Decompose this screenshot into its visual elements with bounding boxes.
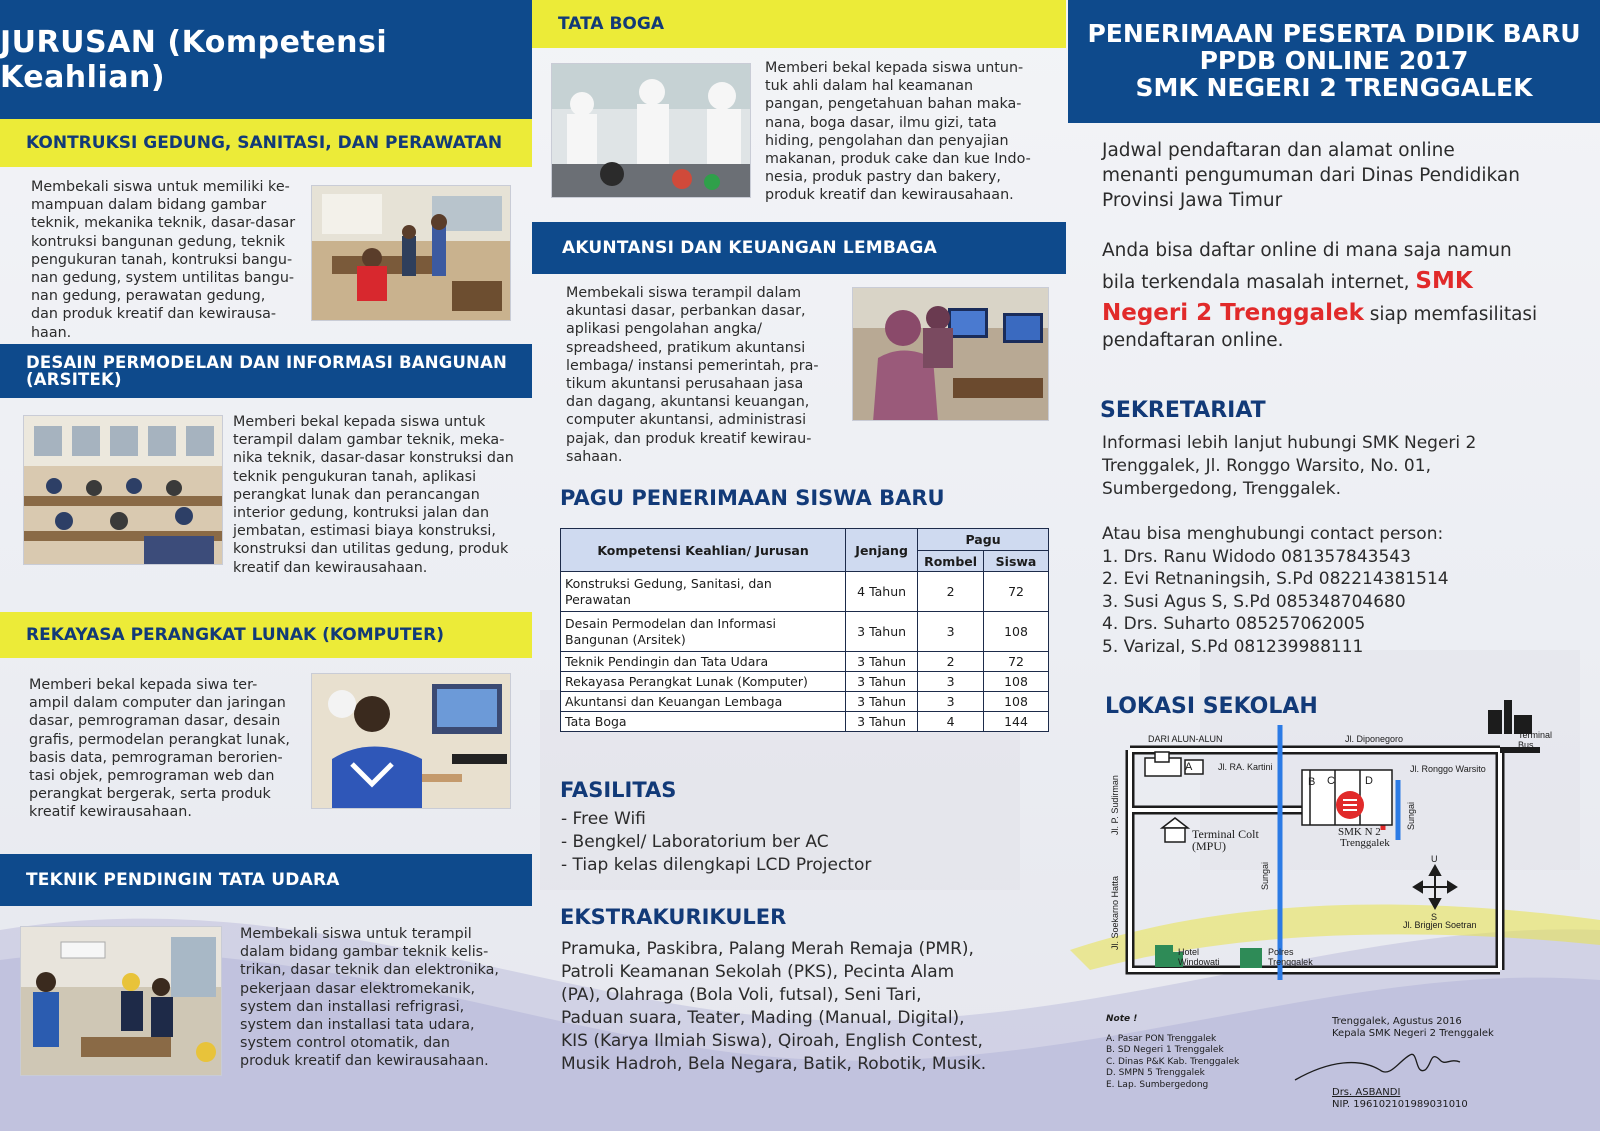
ekstra-line: KIS (Karya Ilmiah Siswa), Qiroah, English Contest, <box>561 1031 983 1051</box>
section-heading-kontruksi-text: KONTRUKSI GEDUNG, SANITASI, DAN PERAWATAN <box>26 133 503 153</box>
body-line: kontruksi bangunan gedung, teknik <box>31 233 286 250</box>
table-row <box>561 712 1049 732</box>
col-header-pagu: Pagu <box>918 529 1049 551</box>
jadwal-line: Provinsi Jawa Timur <box>1102 190 1283 211</box>
body-line: teknik pengukuran tanah, aplikasi <box>233 468 477 485</box>
body-line: haan. <box>31 324 72 341</box>
cell-rombel: 2 <box>918 572 984 612</box>
map-label: DARI ALUN-ALUN <box>1148 734 1223 744</box>
col-header-siswa: Siswa <box>984 551 1049 572</box>
map-label: A <box>1185 761 1193 773</box>
body-line: lembaga/ instansi pemerintah, pra- <box>566 357 819 374</box>
body-line: dan dagang, akuntansi keuangan, <box>566 394 810 411</box>
map-label: SMK N 2 <box>1338 826 1381 838</box>
table-row <box>561 572 1049 612</box>
body-line: pekerjaan dasar elektromekanik, <box>240 980 476 997</box>
anda-text-normal: siap memfasilitasi <box>1363 304 1538 325</box>
cell-rombel: 3 <box>918 672 984 692</box>
contact-item: 3. Susi Agus S, S.Pd 085348704680 <box>1102 591 1406 612</box>
body-line: Memberi bekal kepada siswa untun- <box>765 60 1024 76</box>
anda-line <box>1102 266 1537 298</box>
cell-rombel: 4 <box>918 712 984 732</box>
body-line: makanan, produk cake dan kue Indo- <box>765 151 1031 168</box>
body-line: nana, boga dasar, ilmu gizi, tata <box>765 114 997 131</box>
photo-kontruksi <box>311 185 511 321</box>
note-item: E. Lap. Sumbergedong <box>1106 1079 1209 1090</box>
lokasi-title: LOKASI SEKOLAH <box>1105 694 1318 719</box>
section-heading-rpl <box>0 612 532 658</box>
ekstra-line: (PA), Olahraga (Bola Voli, futsal), Seni Tari, <box>561 985 922 1005</box>
cell-siswa: 144 <box>984 712 1049 732</box>
left-title-bar <box>0 0 532 119</box>
table-row <box>561 672 1049 692</box>
anda-line: pendaftaran online. <box>1102 330 1284 351</box>
section-heading-akuntansi <box>532 222 1066 274</box>
ekstra-body <box>561 938 986 1076</box>
body-line: tuk ahli dalam hal keamanan <box>765 78 974 95</box>
ekstra-title: EKSTRAKURIKULER <box>560 905 787 929</box>
body-line: dasar, pemrograman dasar, desain <box>29 713 281 730</box>
body-line: Memberi bekal kepada siwa ter- <box>29 677 258 693</box>
map-label: Jl. Soekarno Hatta <box>1110 875 1120 950</box>
map-label: Jl. Ronggo Warsito <box>1410 764 1486 774</box>
contact-item: 4. Drs. Suharto 085257062005 <box>1102 614 1366 634</box>
cell-rombel: 3 <box>918 692 984 712</box>
note-item: C. Dinas P&K Kab. Trenggalek <box>1106 1056 1240 1067</box>
header-line: PPDB ONLINE 2017 <box>1199 46 1469 75</box>
map-label: Sungai <box>1260 861 1270 890</box>
anda-line: Anda bisa daftar online di mana saja namun <box>1102 240 1512 261</box>
body-line: system dan installasi refrigrasi, <box>240 998 465 1015</box>
map-label: Polres <box>1268 947 1294 957</box>
cell-siswa: 108 <box>984 692 1049 712</box>
terminal-colt-icon <box>1162 818 1188 842</box>
signature-name-block <box>1332 1087 1468 1111</box>
contact-item: 1. Drs. Ranu Widodo 081357843543 <box>1102 546 1411 567</box>
header-line: PENERIMAAN PESERTA DIDIK BARU <box>1087 19 1581 48</box>
ekstra-line: Patroli Keamanan Sekolah (PKS), Pecinta Alam <box>561 962 955 982</box>
col-header-jenjang: Jenjang <box>846 529 918 572</box>
cell-kompetensi: Konstruksi Gedung, Sanitasi, dan Perawatan <box>561 572 846 612</box>
body-line: aplikasi pengolahan angka/ <box>566 321 762 338</box>
body-line: kreatif dan kewirausahaan. <box>233 559 428 576</box>
photo-pendingin <box>20 926 222 1076</box>
photo-rpl <box>311 673 511 809</box>
cell-jenjang: 4 Tahun <box>846 572 918 612</box>
sekretariat-title: SEKRETARIAT <box>1100 398 1266 423</box>
sign-nip: NIP. 196102101989031010 <box>1332 1099 1468 1110</box>
map-label: Trenggalek <box>1268 957 1313 967</box>
map-label: Terminal <box>1518 730 1553 740</box>
cell-kompetensi: Teknik Pendingin dan Tata Udara <box>561 652 846 672</box>
section-heading-arsitek-text: DESAIN PERMODELAN DAN INFORMASI BANGUNAN (ARSITEK) <box>26 353 508 389</box>
map-label: (MPU) <box>1192 839 1227 853</box>
school-map <box>1100 680 1600 1010</box>
body-line: sahaan. <box>566 448 623 465</box>
section-heading-pendingin-text: TEKNIK PENDINGIN TATA UDARA <box>26 870 340 890</box>
body-line: nika teknik, dasar-dasar konstruksi dan <box>233 450 514 467</box>
section-heading-arsitek <box>0 344 532 398</box>
note-block <box>1106 1014 1239 1091</box>
map-label: Hotel <box>1178 947 1200 957</box>
map-label: Jl. P. Sudirman <box>1110 775 1120 835</box>
cell-kompetensi: Akuntansi dan Keuangan Lembaga <box>561 692 846 712</box>
smk-highlight: SMK <box>1415 268 1473 294</box>
body-line: jembatan, estimasi biaya konstruksi, <box>233 523 496 540</box>
section-body-tata-boga <box>765 59 1055 205</box>
section-body-akuntansi <box>566 284 856 466</box>
body-line: ampil dalam computer dan jaringan <box>29 695 286 712</box>
cell-jenjang: 3 Tahun <box>846 672 918 692</box>
cell-jenjang: 3 Tahun <box>846 692 918 712</box>
body-line: spreadsheed, pratikum akuntansi <box>566 339 806 356</box>
body-line: nan gedung, perawatan gedung, <box>31 288 266 305</box>
jadwal-line: Jadwal pendaftaran dan alamat online <box>1102 140 1455 161</box>
jadwal-text <box>1102 138 1520 213</box>
pagu-table <box>560 528 1049 732</box>
cell-siswa: 108 <box>984 672 1049 692</box>
photo-tata-boga <box>551 63 751 198</box>
left-title: JURUSAN (Kompetensi Keahlian) <box>0 24 388 95</box>
sign-role: Kepala SMK Negeri 2 Trenggalek <box>1332 1028 1494 1039</box>
map-label: Windowati <box>1178 957 1220 967</box>
body-line: produk kreatif dan kewirausahaan. <box>765 187 1014 204</box>
photo-arsitek <box>23 415 223 565</box>
ekstra-line: Musik Hadroh, Bela Negara, Batik, Robotik, Musik. <box>561 1054 987 1074</box>
pagu-title: PAGU PENERIMAAN SISWA BARU <box>560 486 945 510</box>
fasilitas-item: - Tiap kelas dilengkapi LCD Projector <box>561 855 872 875</box>
polres-icon <box>1240 948 1262 968</box>
header-line: SMK NEGERI 2 TRENGGALEK <box>1135 73 1533 102</box>
col-header-kompetensi: Kompetensi Keahlian/ Jurusan <box>561 529 846 572</box>
body-line: konstruksi dan utilitas gedung, produk <box>233 541 509 558</box>
body-line: Membekali siswa untuk memiliki ke- <box>31 179 290 195</box>
section-heading-kontruksi <box>0 119 532 167</box>
map-label: U <box>1431 854 1438 864</box>
body-line: trikan, dasar teknik dan elektronika, <box>240 962 499 979</box>
sekretariat-line: Trenggalek, Jl. Ronggo Warsito, No. 01, <box>1102 456 1431 476</box>
fasilitas-list <box>561 808 871 877</box>
body-line: basis data, pemrograman berorien- <box>29 749 283 766</box>
cell-kompetensi: Tata Boga <box>561 712 846 732</box>
cell-rombel: 3 <box>918 612 984 652</box>
contact-item: 2. Evi Retnaningsih, S.Pd 082214381514 <box>1102 569 1449 589</box>
section-heading-akuntansi-text: AKUNTANSI DAN KEUANGAN LEMBAGA <box>562 238 937 258</box>
section-body-arsitek <box>233 413 523 577</box>
body-line: tasi objek, pemrograman web dan <box>29 768 275 785</box>
cell-jenjang: 3 Tahun <box>846 652 918 672</box>
body-line: perangkat bergerak, serta produk <box>29 786 271 803</box>
body-line: system control otomatik, dan <box>240 1035 450 1052</box>
contact-intro: Atau bisa menghubungi contact person: <box>1102 524 1444 544</box>
sekretariat-line: Sumbergedong, Trenggalek. <box>1102 479 1342 499</box>
body-line: pajak, dan produk kreatif kewirau- <box>566 430 812 447</box>
section-body-rpl <box>29 676 309 822</box>
body-line: nan gedung, system untilitas bangu- <box>31 270 295 287</box>
cell-jenjang: 3 Tahun <box>846 612 918 652</box>
cell-siswa: 72 <box>984 572 1049 612</box>
cell-kompetensi: Desain Permodelan dan Informasi Bangunan (Arsitek) <box>561 612 846 652</box>
map-label: Jl. Diponegoro <box>1345 734 1404 744</box>
note-title: Note ! <box>1106 1014 1138 1024</box>
cell-siswa: 72 <box>984 652 1049 672</box>
body-line: Membekali siswa untuk terampil <box>240 926 472 942</box>
table-row <box>561 652 1049 672</box>
note-item: A. Pasar PON Trenggalek <box>1106 1033 1217 1044</box>
body-line: grafis, permodelan perangkat lunak, <box>29 731 290 748</box>
map-label: D <box>1365 775 1373 787</box>
cell-jenjang: 3 Tahun <box>846 712 918 732</box>
smk-highlight: Negeri 2 Trenggalek <box>1102 300 1364 326</box>
section-heading-tata-boga-text: TATA BOGA <box>558 14 664 34</box>
body-line: interior gedung, kontruksi jalan dan <box>233 505 490 522</box>
cell-rombel: 2 <box>918 652 984 672</box>
sekretariat-text <box>1102 432 1476 501</box>
map-label: Terminal Colt <box>1192 827 1259 841</box>
photo-akuntansi <box>852 287 1049 421</box>
map-label: S <box>1431 912 1438 922</box>
section-body-kontruksi <box>31 178 311 342</box>
note-item: B. SD Negeri 1 Trenggalek <box>1106 1045 1224 1055</box>
anda-text-normal: bila terkendala masalah internet, <box>1102 272 1416 293</box>
body-line: dalam bidang gambar teknik kelis- <box>240 944 489 961</box>
sign-place: Trenggalek, Agustus 2016 <box>1332 1016 1462 1027</box>
signature-scribble <box>1290 1040 1490 1090</box>
sekretariat-line: Informasi lebih lanjut hubungi SMK Negeri 2 <box>1102 433 1477 453</box>
compass-icon <box>1414 866 1456 908</box>
body-line: tikum akuntansi perusahaan jasa <box>566 376 804 393</box>
map-label: C <box>1327 775 1335 787</box>
body-line: kreatif kewirausahaan. <box>29 804 192 821</box>
body-line: Membekali siswa terampil dalam <box>566 285 802 301</box>
body-line: Memberi bekal kepada siswa untuk <box>233 414 486 430</box>
signature-block <box>1332 1016 1494 1040</box>
map-label: Jl. RA. Kartini <box>1218 762 1273 772</box>
terminal-bus-icon <box>1488 700 1532 734</box>
section-body-pendingin <box>240 925 525 1071</box>
col-header-rombel: Rombel <box>918 551 984 572</box>
body-line: nesia, produk pastry dan bakery, <box>765 169 1001 186</box>
body-line: perangkat lunak dan perancangan <box>233 486 480 503</box>
fasilitas-title: FASILITAS <box>560 778 677 802</box>
cell-kompetensi: Rekayasa Perangkat Lunak (Komputer) <box>561 672 846 692</box>
map-label: B <box>1308 776 1316 788</box>
anda-line <box>1102 298 1537 330</box>
fasilitas-item: - Bengkel/ Laboratorium ber AC <box>561 832 829 852</box>
section-heading-tata-boga <box>532 0 1066 48</box>
body-line: dan produk kreatif dan kewirausa- <box>31 306 277 323</box>
sign-name: Drs. ASBANDI <box>1332 1087 1401 1098</box>
body-line: pangan, pengetahuan bahan maka- <box>765 96 1022 113</box>
right-header <box>1068 0 1600 123</box>
section-heading-rpl-text: REKAYASA PERANGKAT LUNAK (KOMPUTER) <box>26 625 444 645</box>
jadwal-line: menanti pengumuman dari Dinas Pendidikan <box>1102 165 1520 186</box>
body-line: mampuan dalam bidang gambar <box>31 197 267 214</box>
body-line: hiding, pengolahan dan penyajian <box>765 132 1009 149</box>
body-line: produk kreatif dan kewirausahaan. <box>240 1053 489 1070</box>
body-line: pengukuran tanah, kontruksi bangu- <box>31 251 293 268</box>
body-line: terampil dalam gambar teknik, meka- <box>233 432 505 449</box>
contact-item: 5. Varizal, S.Pd 081239988111 <box>1102 636 1364 657</box>
map-label: Sungai <box>1406 801 1416 830</box>
anda-text <box>1102 236 1537 352</box>
map-label: Jl. Brigjen Soetran <box>1403 920 1477 930</box>
cell-siswa: 108 <box>984 612 1049 652</box>
contact-list <box>1102 523 1449 658</box>
section-heading-pendingin <box>0 854 532 906</box>
ekstra-line: Paduan suara, Teater, Mading (Manual, Digital), <box>561 1008 965 1028</box>
map-label: Bus <box>1518 740 1534 750</box>
body-line: system dan installasi tata udara, <box>240 1017 475 1034</box>
body-line: computer akuntansi, administrasi <box>566 412 807 429</box>
body-line: teknik, mekanika teknik, dasar-dasar <box>31 215 296 232</box>
fasilitas-item: - Free Wifi <box>561 809 646 829</box>
ekstra-line: Pramuka, Paskibra, Palang Merah Remaja (PMR), <box>561 939 974 959</box>
table-row <box>561 612 1049 652</box>
table-row <box>561 692 1049 712</box>
map-label: Trenggalek <box>1340 837 1390 849</box>
body-line: akuntasi dasar, perbankan dasar, <box>566 303 806 320</box>
note-item: D. SMPN 5 Trenggalek <box>1106 1068 1205 1078</box>
